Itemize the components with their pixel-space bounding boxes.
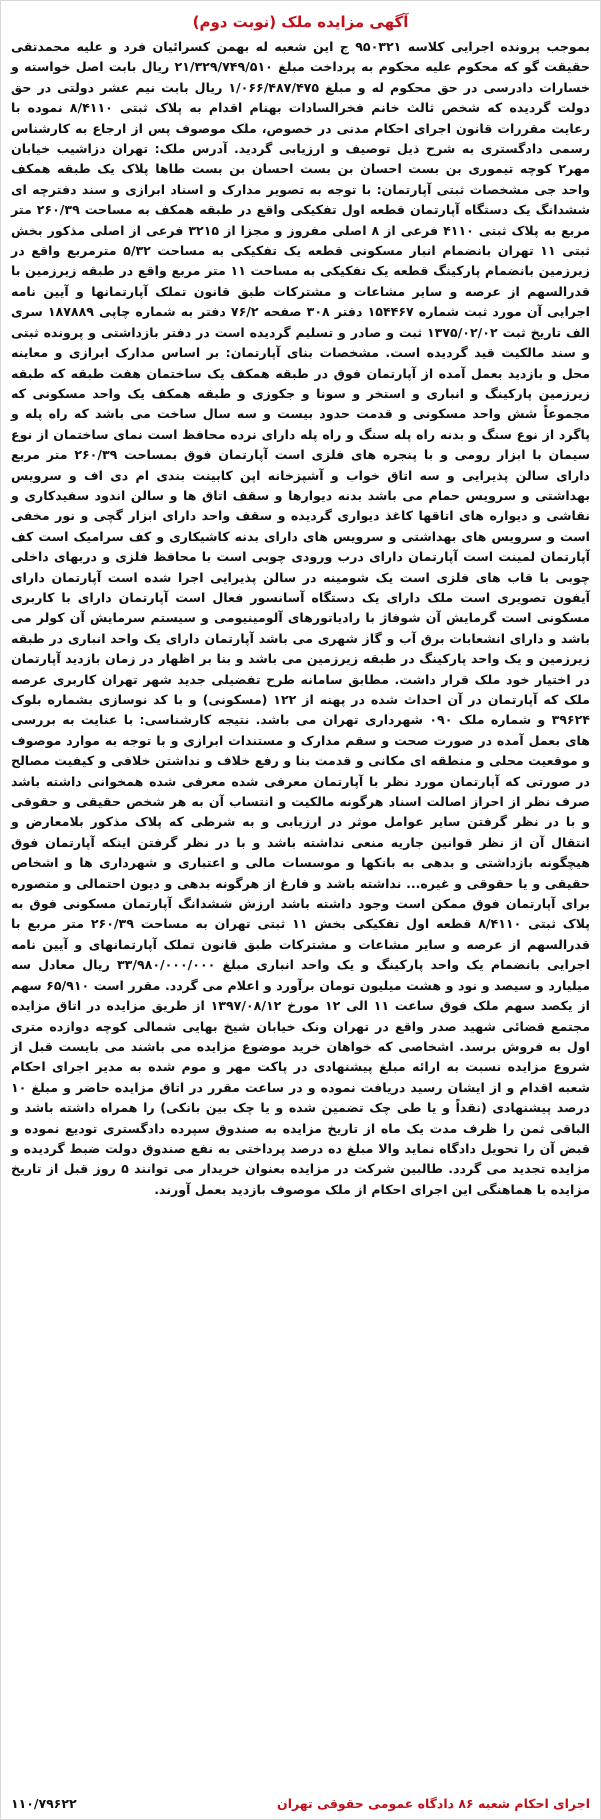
notice-footer bbox=[11, 1796, 590, 1811]
notice-body bbox=[11, 37, 590, 1200]
reference-number: ۱۱۰/۷۹۶۲۲ bbox=[11, 1796, 77, 1811]
issuer-line: اجرای احکام شعبه ۸۶ دادگاه عمومی حقوقی تهران bbox=[277, 1796, 590, 1811]
notice-title: آگهی مزایده ملک (نوبت دوم) bbox=[192, 13, 409, 31]
notice-paragraph: بموجب پرونده اجرایی کلاسه ۹۵۰۳۲۱ ج این شعبه له بهمن کسرائیان فرد و علیه محمدتقی حقیقت گو که محکوم علیه محکوم به پرداخت مبلغ ۲۱/۳۲۹/۷۴۹/۵۱۰ ریال بابت اصل خواسته و خسارات دادرسی در حق محکوم له و مبلغ ۱/۰۶۶/۴۸۷/۴۷۵ ریال بابت نیم عشر دولتی در حق دولت گردیده که شخص ثالث خانم فخرالسادات بهنام اقدام به پلاک ثبتی ۸/۴۱۱۰ نموده با رعایت مقررات قانون اجرای احکام مدنی در خصوص، ملک موصوف پس از ارجاع به کارشناس رسمی دادگستری به شرح ذیل توصیف و ارزیابی گردید. آدرس ملک: تهران دزاشیب خیابان مهر۲ کوچه تیموری بن بست احسان بن بست احسان بن بست طاها پلاک یک طبقه همکف واحد جی مشخصات ثبتی آپارتمان: با توجه به تصویر مدارک و اسناد ابرازی و سند دفترچه ای ششدانگ یک دستگاه آپارتمان قطعه اول تفکیکی واقع در طبقه همکف به مساحت ۲۶۰/۳۹ متر مربع به پلاک ثبتی ۴۱۱۰ فرعی از ۸ اصلی مفروز و مجزا از ۳۲۱۵ فرعی از اصلی مذکور بخش ثبتی ۱۱ تهران بانضمام انبار مسکونی قطعه یک تفکیکی به مساحت ۵/۳۲ مترمربع واقع در زیرزمین بانضمام پارکینگ قطعه یک تفکیکی به مساحت ۱۱ متر مربع واقع در طبقه زیرزمین با قدرالسهم از عرصه و سایر مشاعات و مشترکات طبق قانون تملک آپارتمانها و آیین نامه اجرایی آن مورد ثبت شماره ۱۵۴۴۶۷ دفتر ۳۰۸ صفحه ۷۶/۲ دفتر به شماره چاپی ۱۸۷۸۸۹ سری الف تاریخ ثبت ۱۳۷۵/۰۲/۰۲ ثبت و صادر و تسلیم گردیده است در دفتر بازداشتی و پرونده ثبتی و سند مالکیت قید گردیده است. مشخصات بنای آپارتمان: بر اساس مدارک ابرازی و معاینه محل و بازدید بعمل آمده از آپارتمان فوق در طبقه همکف یک ساختمان هفت طبقه که طبقه زیرزمین پارکینگ و انباری و استخر و سونا و جکوزی و طبقه همکف یک واحد مسکونی که مجموعاً شش واحد مسکونی و قدمت حدود بیست و سه سال ساخت می باشد که راه پله و پاگرد از نوع سنگ و بدنه راه پله سنگ و راه پله دارای نرده محافظ است نمای ساختمان از نوع سیمان با ابزار رومی و با پنجره های فلزی است آپارتمان فوق بمساحت ۲۶۰/۳۹ متر مربع دارای سالن پذیرایی و سه اتاق خواب و آشپزخانه اپن کابینت بندی ام دی اف و سرویس بهداشتی و سرویس حمام می باشد بدنه دیوارها و سقف اتاق ها و سالن اندود سفیدکاری و نقاشی و دیواره های اتاقها کاغذ دیواری گردیده و سقف واحد دارای ابزار گچی و نور مخفی است و سرویس های بهداشتی و سرویس های دارای بدنه کاشیکاری و کف سرامیک است کف آپارتمان لمینت است آپارتمان دارای درب ورودی چوبی است با محافظ فلزی و دربهای داخلی چوبی با قاب های فلزی است یک شومینه در سالن پذیرایی اجرا شده است آپارتمان دارای آیفون تصویری است ملک دارای یک دستگاه آسانسور فعال است آپارتمان دارای با کاربری مسکونی است گرمایش آن شوفاژ با رادیاتورهای آلومینیومی و سیستم سرمایش آن کولر می باشد و دارای انشعابات برق آب و گاز شهری می باشد آپارتمان دارای یک واحد انباری در طبقه زیرزمین و یک واحد پارکینگ در طبقه زیرزمین می باشد و بنا بر اظهار در زمان بازدید آپارتمان در اختیار خود ملک قرار داشت. مطابق سامانه طرح تفضیلی جدید شهر تهران کاربری عرصه ملک که آپارتمان در آن احداث شده در پهنه از ۱۲۲ (مسکونی) و با کد نوسازی بشماره بلوک ۳۹۶۲۴ و شماره ملک ۰۹۰ شهرداری تهران می باشد. نتیجه کارشناسی: با عنایت به بررسی های بعمل آمده در صورت صحت و سقم مدارک و مستندات ابرازی و با توجه به موارد موصوف و موقعیت محلی و منطقه ای مکانی و قدمت بنا و رفع خلاف و نداشتن خلافی و کیفیت مصالح در صورتی که آپارتمان مورد نظر با آپارتمان معرفی شده معرفی شده همخوانی داشته باشد صرف نظر از احراز اصالت اسناد هرگونه مالکیت و انتساب آن به هر شخص حقیقی و حقوقی و با در نظر گرفتن سایر عوامل موثر در ارزیابی و به شرطی که پلاک مذکور بلامعارض و انتقال آن از نظر قوانین جاریه منعی نداشته باشد و با در نظر گرفتن اینکه آپارتمان فوق هیچگونه بازداشتی و بدهی به بانکها و موسسات مالی و اعتباری و شهرداری ها و اشخاص حقیقی و یا حقوقی و غیره... نداشته باشد و فارغ از هرگونه بدهی و دیون احتمالی و متصوره برای آپارتمان فوق ممکن است وجود داشته باشد ارزش ششدانگ آپارتمان مسکونی فوق به پلاک ثبتی ۸/۴۱۱۰ قطعه اول تفکیکی بخش ۱۱ ثبتی تهران به مساحت ۲۶۰/۳۹ متر مربع با قدرالسهم از عرصه و سایر مشاعات و مشترکات طبق قانون تملک آپارتمانهای و آیین نامه اجرایی بانضمام یک واحد پارکینگ و یک واحد انباری مبلغ ۳۳/۹۸۰/۰۰۰/۰۰۰ ریال معادل سه میلیارد و سیصد و نود و هشت میلیون تومان برآورد و اعلام می گردد. مقرر است ۶۵/۹۱۰ سهم از یکصد سهم ملک فوق ساعت ۱۱ الی ۱۲ مورخ ۱۳۹۷/۰۸/۱۲ از طریق مزایده در اتاق مزایده مجتمع قضائی شهید صدر واقع در تهران ونک خیابان شیخ بهایی شمالی کوچه دوازده متری اول به فروش برسد. اشخاصی که خواهان خرید موضوع مزایده می باشند می بایست قبل از شروع مزایده نسبت به ارائه مبلغ پیشنهادی در پاکت مهر و موم شده به مدیر اجرای احکام شعبه اقدام و از ایشان رسید دریافت نموده و در ساعت مقرر در اتاق مزایده حاضر و مبلغ ۱۰ درصد پیشنهادی (نقداً و یا طی چک تضمین شده و یا چک بین بانکی) را همراه داشته باشد و الباقی ثمن را ظرف مدت یک ماه از تاریخ مزایده به صندوق سپرده دادگستری تودیع نموده و قبض آن را تحویل دادگاه نماید والا مبلغ ده درصد پرداختی به نفع صندوق دولت ضبط گردیده و مزایده تجدید می گردد. طالبین شرکت در مزایده بعنوان خریدار می توانند ۵ روز قبل از تاریخ مزایده با هماهنگی این اجرای احکام از ملک موصوف بازدید بعمل آورند. bbox=[11, 39, 591, 1197]
